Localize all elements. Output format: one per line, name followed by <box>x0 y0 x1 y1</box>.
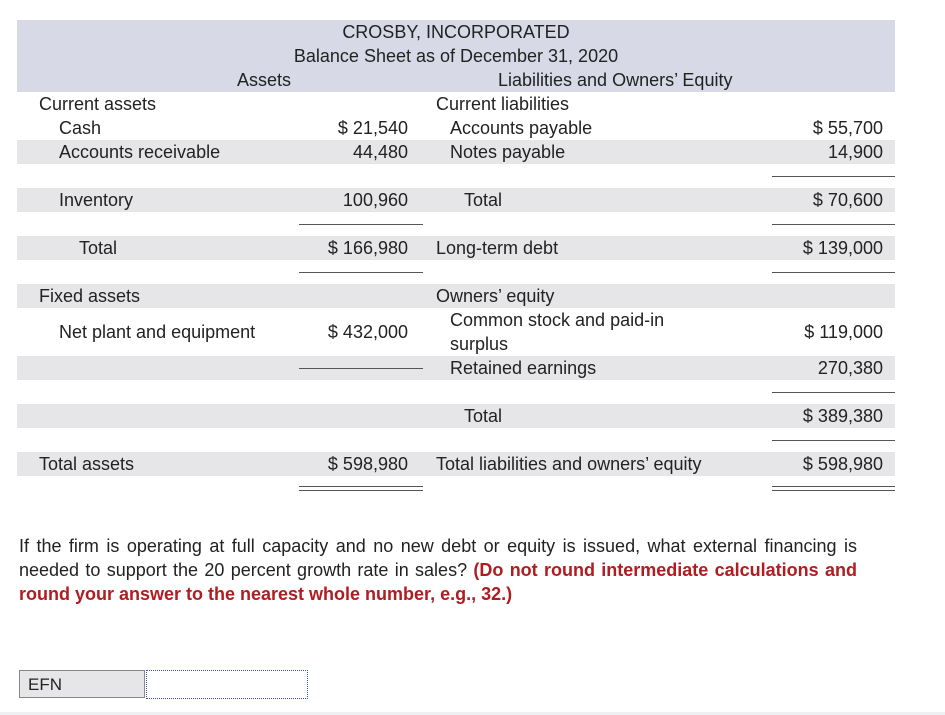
total-liabilities-equity-value: $ 598,980 <box>802 454 883 474</box>
subtotal-rule <box>299 368 423 369</box>
efn-label: EFN <box>19 670 145 698</box>
question-body: If the firm is operating at full capacity and no new debt or equity is issued, what external financing is needed to support the 20 percent growth rate in sales? <box>19 536 857 580</box>
subtotal-rule <box>772 440 895 441</box>
inventory-value: 100,960 <box>342 190 408 210</box>
cash-label: Cash <box>59 118 102 138</box>
current-liabilities-label: Current liabilities <box>436 94 570 114</box>
subtotal-rule <box>299 272 423 273</box>
long-term-debt-label: Long-term debt <box>436 238 559 258</box>
efn-answer-input[interactable] <box>146 670 308 699</box>
subtotal-rule <box>299 224 423 225</box>
assets-heading: Assets <box>237 70 292 90</box>
common-stock-label-line2: surplus <box>450 334 509 354</box>
subtotal-rule <box>772 392 895 393</box>
inventory-label: Inventory <box>59 190 134 210</box>
total-double-rule <box>772 486 895 491</box>
balance-sheet <box>17 20 895 512</box>
total-double-rule <box>299 486 423 491</box>
cash-value: $ 21,540 <box>337 118 408 138</box>
total-current-assets-label: Total <box>79 238 118 258</box>
accounts-receivable-value: 44,480 <box>352 142 408 162</box>
subtotal-rule <box>772 176 895 177</box>
fixed-assets-label: Fixed assets <box>39 286 141 306</box>
total-liabilities-equity-label: Total liabilities and owners’ equity <box>436 454 702 474</box>
statement-title: Balance Sheet as of December 31, 2020 <box>293 46 619 66</box>
total-equity-label: Total <box>464 406 503 426</box>
retained-earnings-value: 270,380 <box>817 358 883 378</box>
accounts-payable-label: Accounts payable <box>450 118 593 138</box>
question-text <box>19 534 857 606</box>
notes-payable-value: 14,900 <box>827 142 883 162</box>
owners-equity-label: Owners’ equity <box>436 286 555 306</box>
question-instruction: (Do not round intermediate calculations and round your answer to the nearest whole number, e.g., 32.) <box>19 560 857 604</box>
net-plant-value: $ 432,000 <box>327 322 408 342</box>
retained-earnings-label: Retained earnings <box>450 358 597 378</box>
net-plant-label: Net plant and equipment <box>59 322 256 342</box>
total-current-assets-value: $ 166,980 <box>327 238 408 258</box>
common-stock-value: $ 119,000 <box>804 322 883 342</box>
total-current-liabilities-value: $ 70,600 <box>812 190 883 210</box>
total-assets-value: $ 598,980 <box>327 454 408 474</box>
current-assets-label: Current assets <box>39 94 157 114</box>
common-stock-label-line1: Common stock and paid-in <box>450 310 665 330</box>
accounts-payable-value: $ 55,700 <box>812 118 883 138</box>
subtotal-rule <box>772 272 895 273</box>
notes-payable-label: Notes payable <box>450 142 566 162</box>
subtotal-rule <box>772 224 895 225</box>
company-name: CROSBY, INCORPORATED <box>342 22 570 42</box>
accounts-receivable-label: Accounts receivable <box>59 142 221 162</box>
total-assets-label: Total assets <box>39 454 135 474</box>
total-current-liabilities-label: Total <box>464 190 503 210</box>
liabilities-heading: Liabilities and Owners’ Equity <box>498 70 733 90</box>
total-equity-value: $ 389,380 <box>802 406 883 426</box>
long-term-debt-value: $ 139,000 <box>802 238 883 258</box>
